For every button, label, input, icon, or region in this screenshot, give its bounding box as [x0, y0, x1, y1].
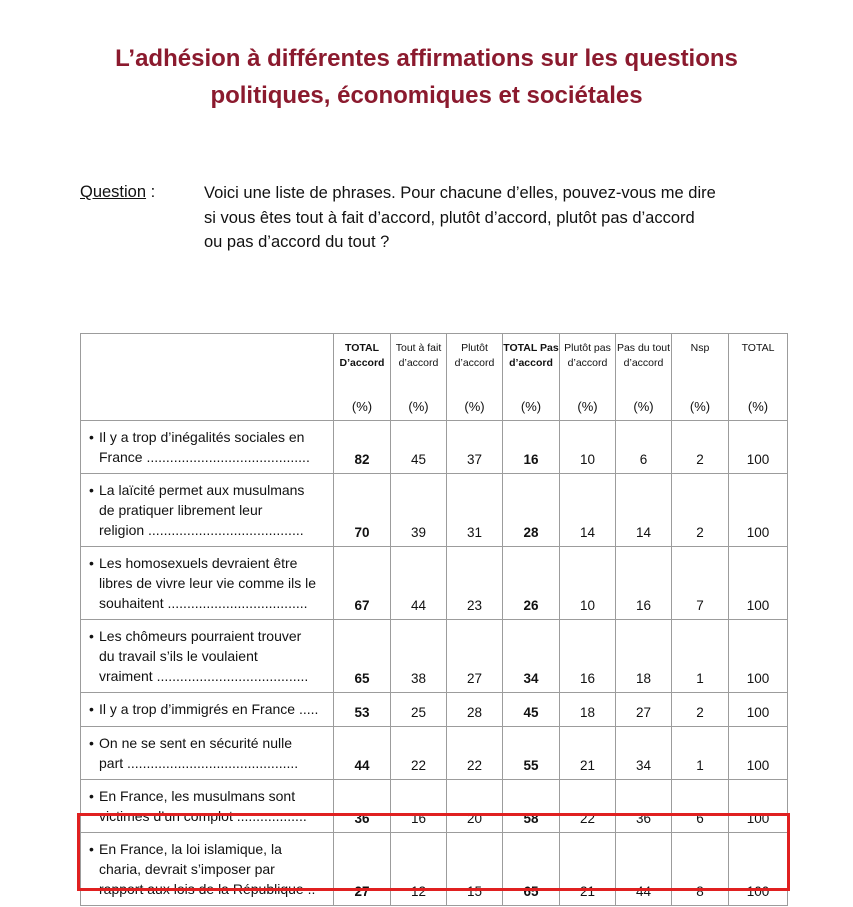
bullet-icon: • [89, 628, 94, 644]
value-cell: 45 [503, 693, 560, 727]
table-row [81, 693, 788, 727]
row-label-line: souhaitent .................................... [99, 595, 308, 611]
value-cell: 36 [616, 780, 672, 833]
column-unit: (%) [464, 399, 485, 414]
column-header [560, 334, 616, 421]
value-cell: 21 [560, 727, 616, 780]
value-cell: 100 [729, 833, 788, 906]
row-label-line: France .......................................... [99, 449, 310, 465]
question-label-text: Question [80, 183, 147, 201]
value-cell: 1 [672, 620, 729, 693]
value-cell: 100 [729, 693, 788, 727]
column-header [672, 334, 729, 421]
bullet-icon: • [89, 735, 94, 751]
row-label [81, 421, 334, 474]
value-cell: 20 [447, 780, 503, 833]
row-label [81, 780, 334, 833]
question-line: si vous êtes tout à fait d’accord, plutôt d’accord, plutôt pas d’accord [204, 208, 695, 227]
value-cell: 10 [560, 547, 616, 620]
row-label [81, 727, 334, 780]
column-header [391, 334, 447, 421]
value-cell: 65 [503, 833, 560, 906]
column-unit: (%) [351, 399, 373, 414]
column-header [447, 334, 503, 421]
row-label-line: vraiment ....................................... [99, 668, 309, 684]
column-header-label: Pas du tout d’accord [616, 342, 671, 369]
value-cell: 18 [616, 620, 672, 693]
column-header-label: Tout à fait d’accord [395, 342, 442, 369]
value-cell: 67 [334, 547, 391, 620]
title-line-1: L’adhésion à différentes affirmations sur les questions [115, 45, 738, 72]
value-cell: 44 [391, 547, 447, 620]
value-cell: 2 [672, 421, 729, 474]
row-label-line: victimes d’un complot .................. [99, 808, 307, 824]
column-header-label: TOTAL Pas d’accord [503, 342, 559, 369]
table-row [81, 833, 788, 906]
value-cell: 22 [560, 780, 616, 833]
row-label-line: En France, la loi islamique, la [99, 841, 282, 857]
value-cell: 22 [391, 727, 447, 780]
value-cell: 65 [334, 620, 391, 693]
table-header-row [81, 334, 788, 421]
value-cell: 53 [334, 693, 391, 727]
column-unit: (%) [520, 399, 542, 414]
column-header-label: Plutôt d’accord [454, 342, 495, 369]
value-cell: 15 [447, 833, 503, 906]
row-label [81, 693, 334, 727]
row-label-line: religion ........................................ [99, 522, 304, 538]
value-cell: 100 [729, 727, 788, 780]
value-cell: 38 [391, 620, 447, 693]
value-cell: 37 [447, 421, 503, 474]
column-header [729, 334, 788, 421]
title-line-2: politiques, économiques et sociétales [210, 82, 643, 109]
value-cell: 6 [616, 421, 672, 474]
value-cell: 100 [729, 421, 788, 474]
row-label-line: libres de vivre leur vie comme ils le [99, 575, 317, 591]
value-cell: 18 [560, 693, 616, 727]
row-label [81, 474, 334, 547]
value-cell: 27 [616, 693, 672, 727]
row-label-line: On ne se sent en sécurité nulle [99, 735, 293, 751]
page-title [0, 40, 853, 114]
value-cell: 2 [672, 693, 729, 727]
row-label-line: du travail s’ils le voulaient [99, 648, 258, 664]
table-row [81, 620, 788, 693]
bullet-icon: • [89, 429, 94, 445]
value-cell: 21 [560, 833, 616, 906]
column-header [334, 334, 391, 421]
value-cell: 12 [391, 833, 447, 906]
question-label-sep: : [146, 183, 156, 201]
value-cell: 2 [672, 474, 729, 547]
row-label [81, 620, 334, 693]
table-row [81, 547, 788, 620]
row-label-line: rapport aux lois de la République .. [99, 881, 316, 897]
row-label-line: Les chômeurs pourraient trouver [99, 628, 302, 644]
column-unit: (%) [633, 399, 654, 414]
value-cell: 70 [334, 474, 391, 547]
value-cell: 22 [447, 727, 503, 780]
value-cell: 31 [447, 474, 503, 547]
row-label-line: Les homosexuels devraient être [99, 555, 298, 571]
value-cell: 8 [672, 833, 729, 906]
value-cell: 16 [391, 780, 447, 833]
column-unit: (%) [577, 399, 598, 414]
value-cell: 16 [560, 620, 616, 693]
value-cell: 26 [503, 547, 560, 620]
row-label-line: La laïcité permet aux musulmans [99, 482, 305, 498]
table-row [81, 421, 788, 474]
value-cell: 39 [391, 474, 447, 547]
question-line: ou pas d’accord du tout ? [204, 233, 390, 251]
row-label [81, 833, 334, 906]
column-header-label: Plutôt pas d’accord [564, 342, 611, 369]
value-cell: 100 [729, 620, 788, 693]
row-label-line: Il y a trop d’inégalités sociales en [99, 429, 305, 445]
row-label-line: de pratiquer librement leur [99, 502, 263, 518]
value-cell: 6 [672, 780, 729, 833]
column-unit: (%) [747, 399, 769, 414]
value-cell: 14 [616, 474, 672, 547]
value-cell: 14 [560, 474, 616, 547]
bullet-icon: • [89, 788, 94, 804]
table-row [81, 780, 788, 833]
row-label-line: charia, devrait s’imposer par [99, 861, 275, 877]
value-cell: 82 [334, 421, 391, 474]
value-cell: 45 [391, 421, 447, 474]
row-label-line: part ............................................ [99, 755, 299, 771]
bullet-icon: • [89, 701, 94, 717]
column-unit: (%) [689, 399, 711, 414]
question-label [80, 183, 155, 202]
header-empty-cell [81, 334, 334, 421]
value-cell: 10 [560, 421, 616, 474]
value-cell: 44 [334, 727, 391, 780]
value-cell: 7 [672, 547, 729, 620]
question-text [204, 181, 786, 255]
column-header [616, 334, 672, 421]
value-cell: 23 [447, 547, 503, 620]
value-cell: 27 [334, 833, 391, 906]
value-cell: 28 [447, 693, 503, 727]
value-cell: 16 [503, 421, 560, 474]
value-cell: 16 [616, 547, 672, 620]
value-cell: 55 [503, 727, 560, 780]
column-header-label: Nsp [690, 342, 710, 354]
bullet-icon: • [89, 555, 94, 571]
value-cell: 1 [672, 727, 729, 780]
value-cell: 58 [503, 780, 560, 833]
question-line: Voici une liste de phrases. Pour chacune d’elles, pouvez-vous me dire [204, 184, 716, 202]
table-row [81, 474, 788, 547]
table-row [81, 727, 788, 780]
value-cell: 100 [729, 547, 788, 620]
column-header [503, 334, 560, 421]
bullet-icon: • [89, 841, 94, 857]
value-cell: 34 [616, 727, 672, 780]
column-header-label: TOTAL D’accord [339, 342, 385, 369]
value-cell: 28 [503, 474, 560, 547]
value-cell: 34 [503, 620, 560, 693]
row-label [81, 547, 334, 620]
row-label-line: Il y a trop d’immigrés en France ..... [99, 701, 319, 717]
row-label-line: En France, les musulmans sont [99, 788, 296, 804]
value-cell: 27 [447, 620, 503, 693]
results-table [80, 333, 788, 906]
value-cell: 25 [391, 693, 447, 727]
value-cell: 100 [729, 474, 788, 547]
value-cell: 100 [729, 780, 788, 833]
value-cell: 44 [616, 833, 672, 906]
column-unit: (%) [408, 399, 429, 414]
bullet-icon: • [89, 482, 94, 498]
column-header-label: TOTAL [741, 342, 775, 354]
value-cell: 36 [334, 780, 391, 833]
